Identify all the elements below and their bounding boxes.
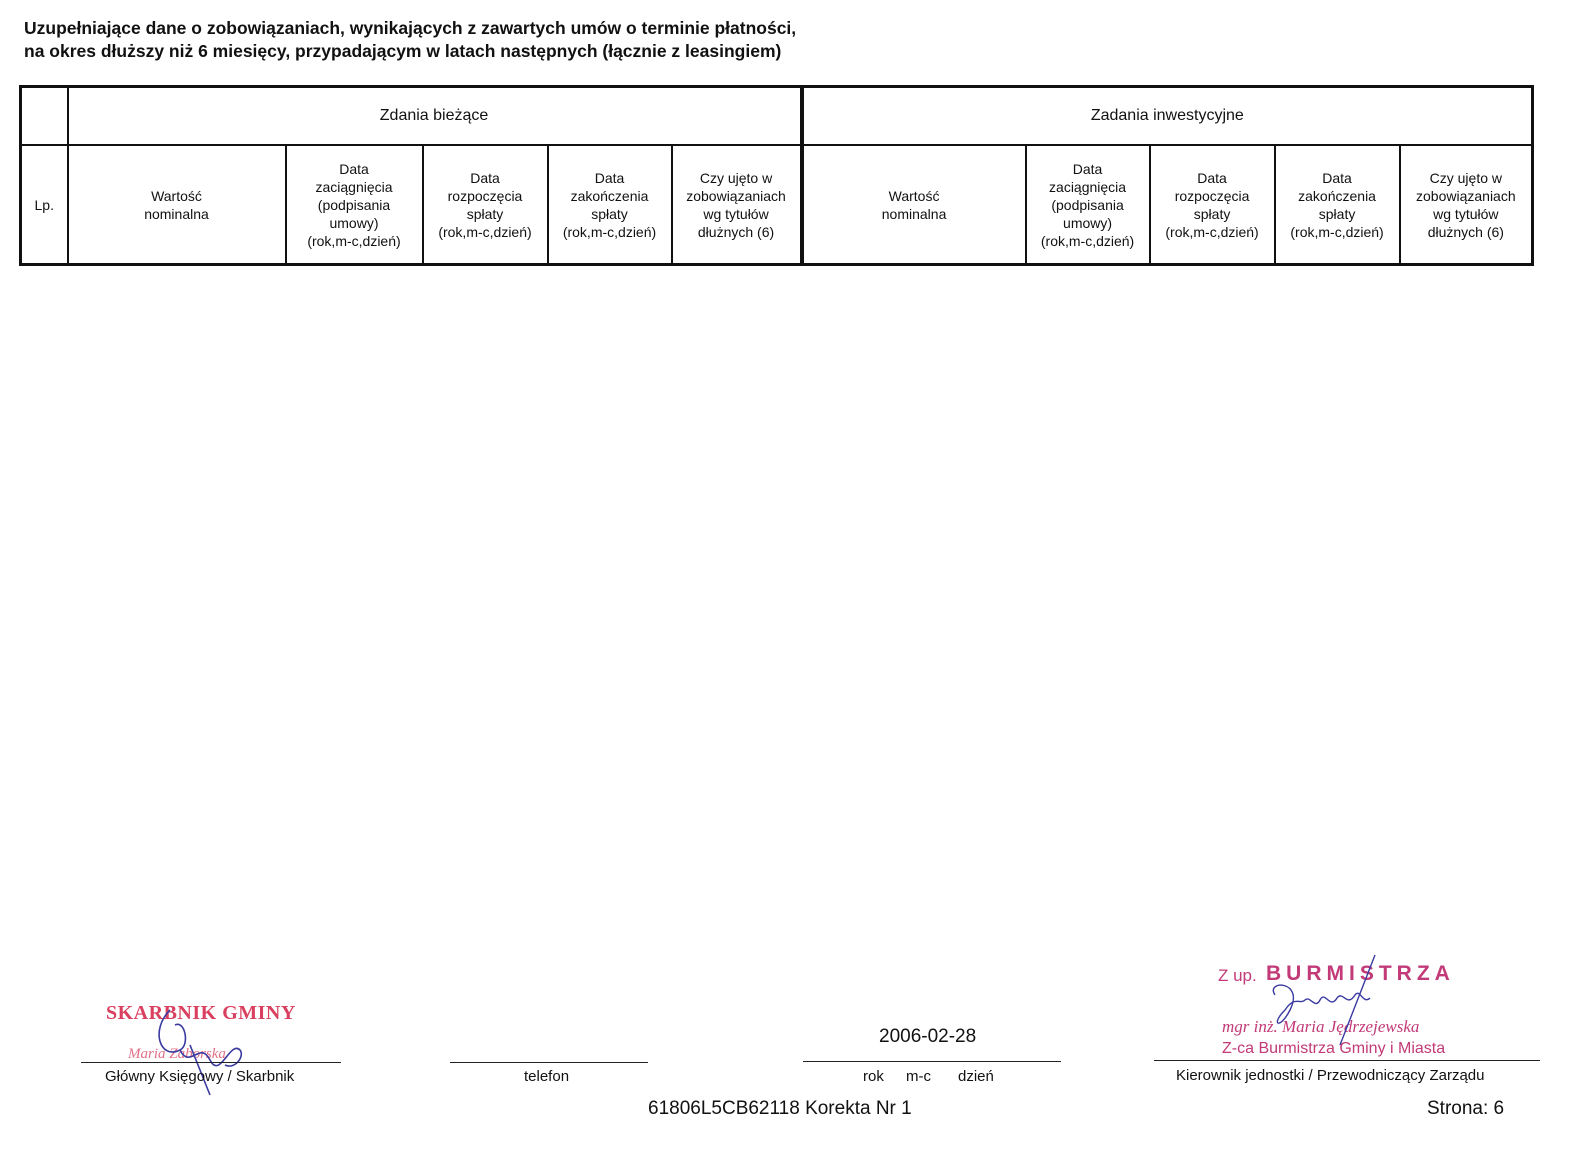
- page-number: Strona: 6: [1427, 1098, 1505, 1119]
- title-line-2: na okres dłuższy niż 6 miesięcy, przypadającym w latach następnych (łącznie z leasingiem): [24, 41, 782, 61]
- current-col-repayment-end: Data zakończenia spłaty (rok,m-c,dzień): [548, 145, 672, 265]
- accountant-label: Główny Księgowy / Skarbnik: [105, 1068, 295, 1085]
- obligations-table: [19, 85, 1534, 266]
- treasurer-signature: [130, 990, 280, 1110]
- current-col-contract-date: Data zaciągnięcia (podpisania umowy) (rok,m-c,dzień): [286, 145, 423, 265]
- mayor-stamp-title: BURMISTRZA: [1266, 962, 1455, 985]
- phone-line: [450, 1062, 648, 1063]
- current-col-debt-inclusion: Czy ujęto w zobowiązaniach wg tytułów dłużnych (6): [672, 145, 802, 265]
- group-header-row: [21, 87, 1533, 146]
- date-line: [803, 1061, 1061, 1062]
- investment-col-nominal-value: Wartość nominalna: [802, 145, 1026, 265]
- date-label-month: m-c: [906, 1068, 931, 1085]
- column-header-row: [21, 145, 1533, 265]
- investment-col-repayment-end: Data zakończenia spłaty (rok,m-c,dzień): [1275, 145, 1400, 265]
- document-title: [24, 17, 796, 63]
- investment-col-contract-date: Data zaciągnięcia (podpisania umowy) (rok,m-c,dzień): [1026, 145, 1150, 265]
- mayor-stamp-prefix: Z up.: [1218, 966, 1257, 985]
- accountant-signature-line: [81, 1062, 341, 1063]
- lp-corner-cell: [21, 87, 68, 146]
- head-label: Kierownik jednostki / Przewodniczący Zarządu: [1176, 1067, 1485, 1084]
- current-col-repayment-start: Data rozpoczęcia spłaty (rok,m-c,dzień): [423, 145, 548, 265]
- current-col-nominal-value: Wartość nominalna: [68, 145, 286, 265]
- mayor-signature: [1245, 950, 1405, 1060]
- investment-col-repayment-start: Data rozpoczęcia spłaty (rok,m-c,dzień): [1150, 145, 1275, 265]
- treasurer-name-stamp: Maria Zaborska: [128, 1046, 226, 1062]
- treasurer-stamp: SKARBNIK GMINY: [106, 1002, 296, 1024]
- group-investment-tasks: Zadania inwestycyjne: [802, 87, 1533, 146]
- title-line-1: Uzupełniające dane o zobowiązaniach, wynikających z zawartych umów o terminie płatności,: [24, 18, 797, 38]
- lp-header: Lp.: [21, 145, 68, 265]
- date-label-year: rok: [863, 1068, 884, 1085]
- investment-col-debt-inclusion: Czy ujęto w zobowiązaniach wg tytułów dłużnych (6): [1400, 145, 1533, 265]
- date-label-day: dzień: [958, 1068, 994, 1085]
- group-current-tasks: Zdania bieżące: [68, 87, 802, 146]
- mayor-role-stamp: Z-ca Burmistrza Gminy i Miasta: [1222, 1040, 1446, 1057]
- date-value: 2006-02-28: [879, 1026, 977, 1047]
- head-signature-line: [1154, 1060, 1540, 1061]
- mayor-name-stamp: mgr inż. Maria Jędrzejewska: [1222, 1017, 1420, 1036]
- phone-label: telefon: [524, 1068, 570, 1085]
- document-code: 61806L5CB62118 Korekta Nr 1: [648, 1098, 912, 1119]
